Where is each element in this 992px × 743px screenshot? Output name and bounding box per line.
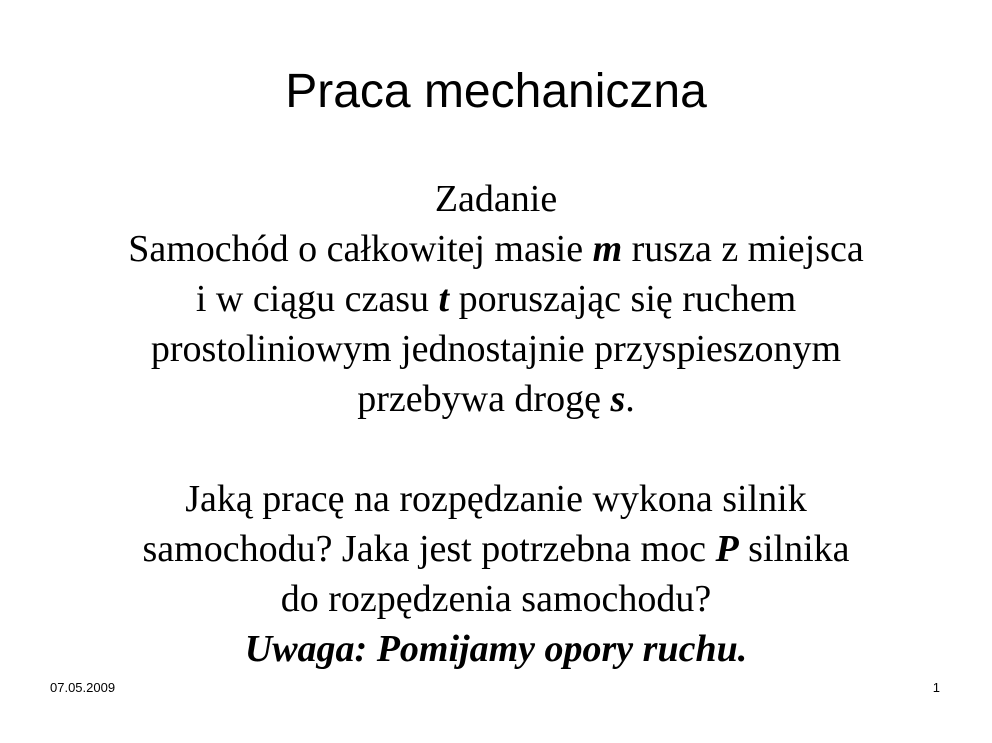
task-line-2-text-a: i w ciągu czasu [195, 278, 439, 320]
variable-s: s [610, 378, 626, 420]
note-line: Uwaga: Pomijamy opory ruchu. [244, 628, 748, 670]
footer-date: 07.05.2009 [50, 680, 116, 695]
task-line-4-text-a: przebywa drogę [357, 378, 611, 420]
variable-p: P [715, 528, 739, 570]
variable-m: m [592, 228, 623, 270]
task-heading: Zadanie [434, 178, 558, 220]
task-line-3: prostoliniowym jednostajnie przyspieszonym [150, 328, 842, 370]
paragraph-spacer [20, 424, 972, 474]
task-line-4-text-b: . [625, 378, 635, 420]
question-line-3: do rozpędzenia samochodu? [280, 578, 712, 620]
task-line-1-text-b: rusza z miejsca [622, 228, 864, 270]
question-line-1: Jaką pracę na rozpędzanie wykona silnik [185, 478, 807, 520]
question-line-2-text-a: samochodu? Jaka jest potrzebna moc [142, 528, 716, 570]
question-line-2-text-b: silnika [738, 528, 850, 570]
task-line-2 [20, 274, 972, 324]
slide-body [20, 174, 972, 674]
task-line-1-text-a: Samochód o całkowitej masie [128, 228, 593, 270]
slide-title: Praca mechaniczna [285, 65, 707, 118]
task-line-1 [20, 224, 972, 274]
footer-page-number: 1 [932, 680, 940, 695]
task-line-2-text-b: poruszając się ruchem [449, 278, 797, 320]
variable-t: t [438, 278, 450, 320]
task-line-4 [20, 374, 972, 424]
question-line-2 [20, 524, 972, 574]
